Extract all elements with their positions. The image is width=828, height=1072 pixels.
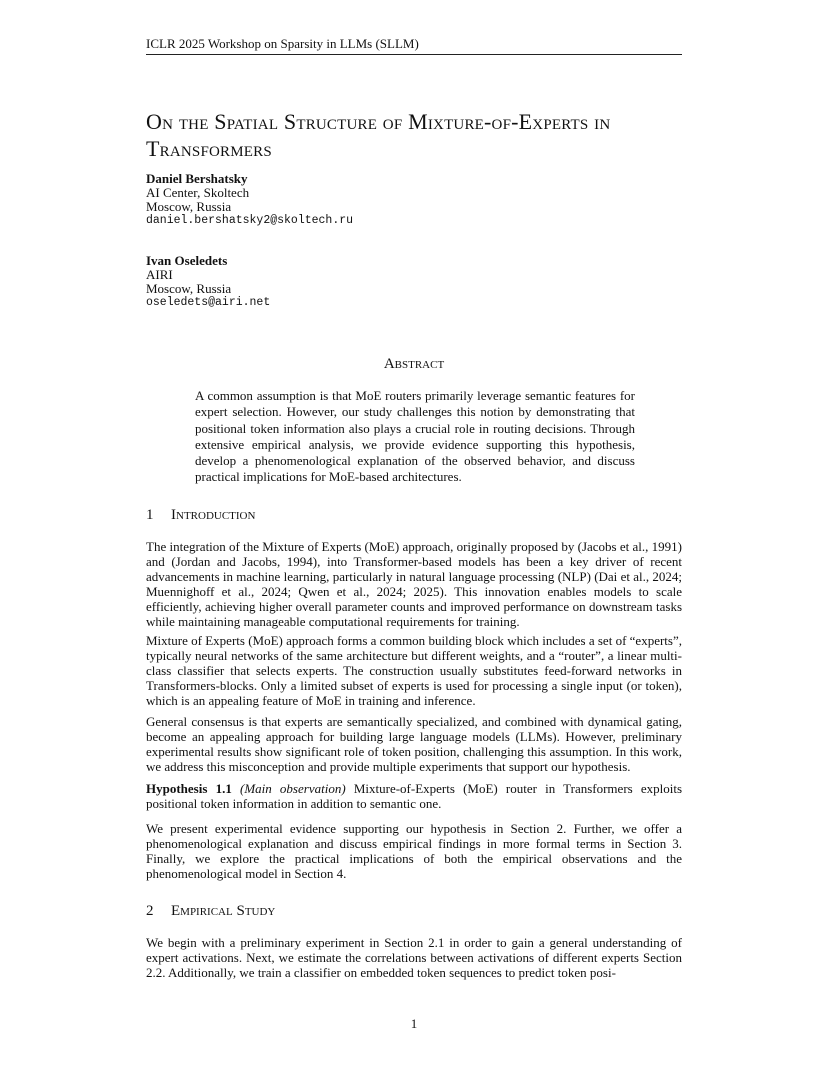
section-number: 1 [146, 507, 154, 523]
author-name: Ivan Oseledets [146, 253, 228, 268]
section-title: Introduction [171, 507, 256, 523]
hypothesis-block [146, 781, 682, 811]
hypothesis-note: (Main observation) [240, 781, 346, 796]
paragraph-intro-3: General consensus is that experts are semantically specialized, and combined with dynamical gating, become an appealing approach for building large language models (LLMs). However, preliminary experimental results show significant role of token position, challenging this assumption. In this work, we address this misconception and provide multiple experiments that support our hypothesis. [146, 714, 682, 774]
author-name: Daniel Bershatsky [146, 171, 248, 186]
author-email[interactable]: oseledets@airi.net [146, 296, 271, 309]
author-location: Moscow, Russia [146, 199, 232, 214]
author-block-2 [146, 254, 270, 310]
author-affiliation: AIRI [146, 267, 173, 282]
abstract-heading: Abstract [383, 356, 445, 372]
paragraph-intro-1: The integration of the Mixture of Experts (MoE) approach, originally proposed by (Jacobs et al., 1991) and (Jordan and Jacobs, 1994), into Transformer-based models has been a key driver of recent advancements in machine learning, particularly in natural language processing (NLP) (Dai et al., 2024; Muennighoff et al., 2024; Qwen et al., 2024; 2025). This innovation enables models to scale efficiently, achieving higher overall parameter counts and improved performance on downstream tasks while maintaining manageable computational requirements for training. [146, 539, 682, 629]
section-title: Empirical Study [171, 903, 276, 919]
author-location: Moscow, Russia [146, 281, 232, 296]
paragraph-empirical-1: We begin with a preliminary experiment in Section 2.1 in order to gain a general understanding of expert activations. Next, we estimate the correlations between activations of different experts Section 2.2. Additionally, we train a classifier on embedded token sequences to predict token posi- [146, 935, 682, 980]
paper-title: On the Spatial Structure of Mixture-of-Experts in Transformers [146, 109, 611, 161]
author-email[interactable]: daniel.bershatsky2@skoltech.ru [146, 214, 354, 227]
paragraph-intro-2: Mixture of Experts (MoE) approach forms a common building block which includes a set of “experts”, typically neural networks of the same architecture but different weights, and a “router”, a linear multi-class classifier that selects experts. The construction usually substitutes feed-forward networks in Transformers-blocks. Only a limited subset of experts is used for processing a single input (or token), which is an appealing feature of MoE in training and inference. [146, 633, 682, 708]
hypothesis-label: Hypothesis 1.1 [146, 781, 232, 796]
page-number: 1 [410, 1016, 418, 1031]
paragraph-intro-4: We present experimental evidence supporting our hypothesis in Section 2. Further, we offer a phenomenological explanation and discuss empirical findings in more formal terms in Section 3. Finally, we explore the practical implications of both the empirical observations and the phenomenological model in Section 4. [146, 821, 682, 881]
author-block-1 [146, 172, 353, 228]
section-number: 2 [146, 903, 154, 919]
hypothesis-text: Mixture-of-Experts (MoE) router in Transformers exploits positional token information in addition to semantic one. [146, 781, 683, 811]
author-affiliation: AI Center, Skoltech [146, 185, 250, 200]
abstract-text: A common assumption is that MoE routers primarily leverage semantic features for expert selection. However, our study challenges this notion by demonstrating that positional token information also plays a crucial role in routing decisions. Through extensive empirical analysis, we provide evidence supporting this hypothesis, develop a phenomenological explanation of the observed behavior, and discuss practical implications for MoE-based architectures. [195, 388, 635, 485]
running-head: ICLR 2025 Workshop on Sparsity in LLMs (SLLM) [146, 36, 682, 55]
section-heading-introduction [146, 507, 255, 523]
section-heading-empirical-study [146, 903, 275, 919]
